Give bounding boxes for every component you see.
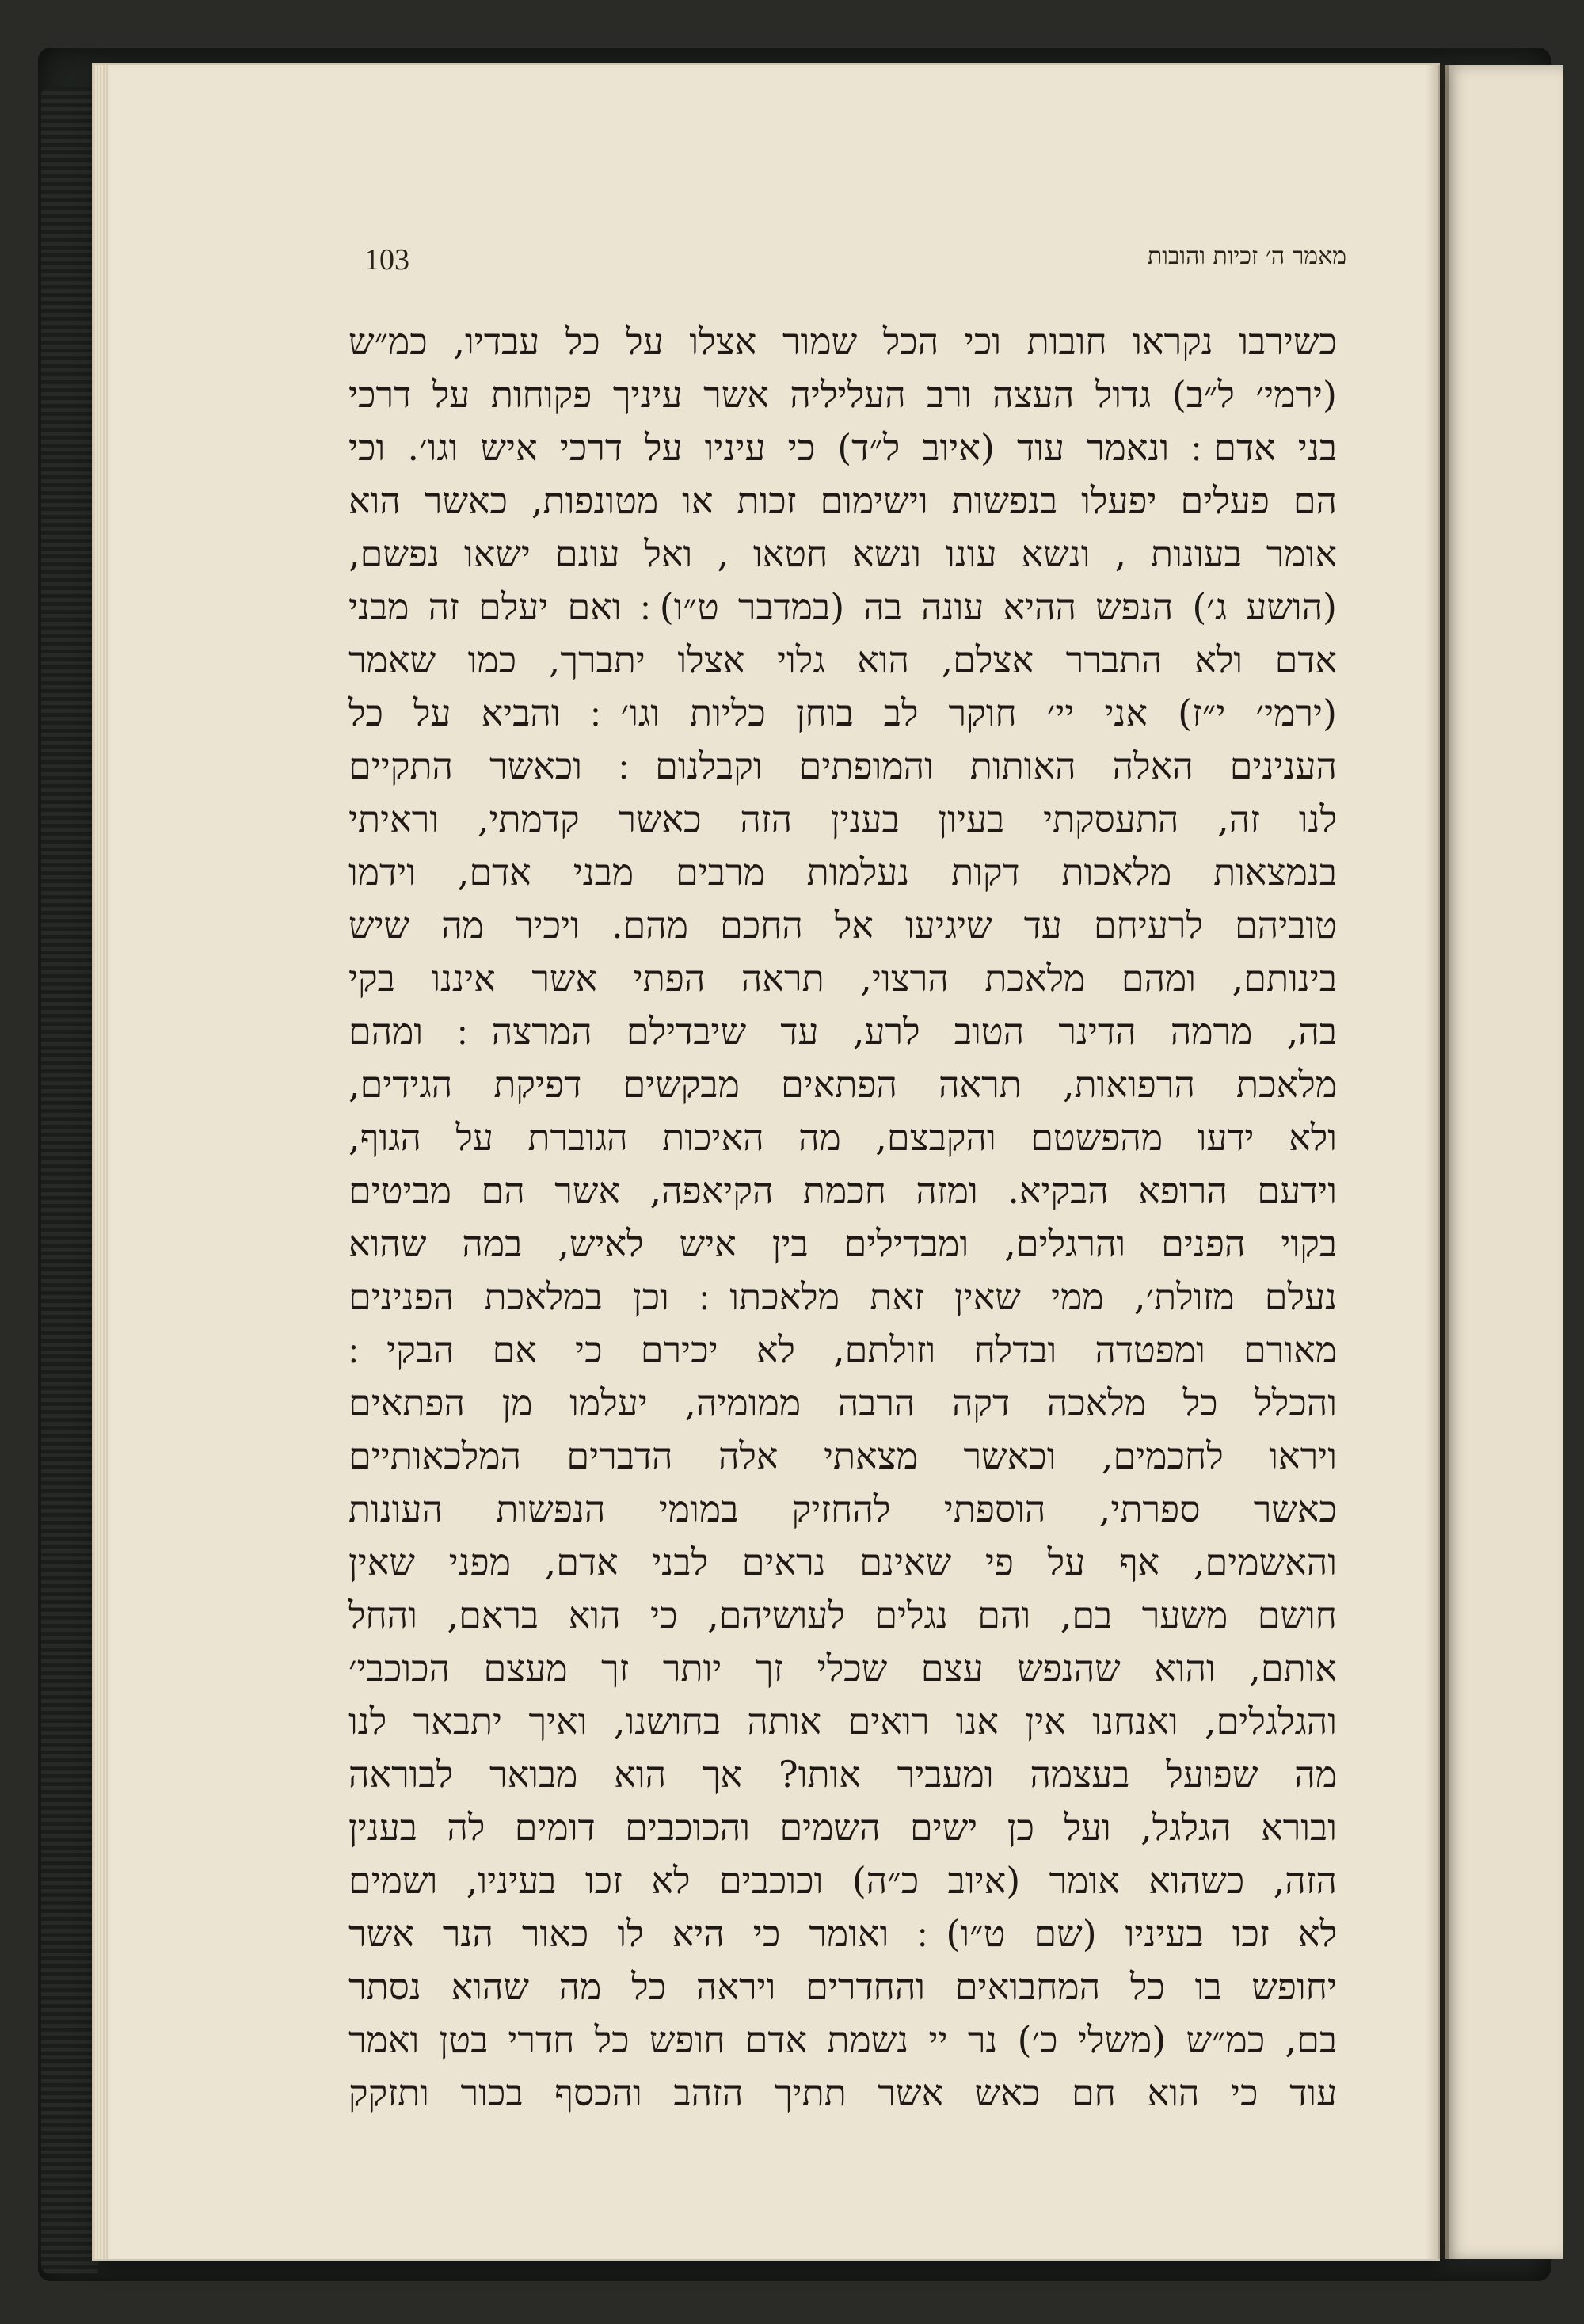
text-line: אדם ולא התברר אצלם, הוא גלוי אצלו יתברך, כמו שאמר — [348, 638, 1337, 681]
text-line: והגלגלים, ואנחנו אין אנו רואים אותה בחושנו, ואיך יתבאר לנו — [348, 1700, 1337, 1743]
text-line: הם פעלים יפעלו בנפשות וישימום זכות או מטונפות, כאשר הוא — [348, 479, 1337, 522]
text-line: בקוי הפנים והרגלים, ומבדילים בין איש לאיש, במה שהוא — [348, 1222, 1337, 1265]
text-line: מאורם ומפטדה ובדלח וזולתם, לא יכירם כי אם הבקי ׃ — [348, 1328, 1337, 1371]
text-line: והאשמים, אף על פי שאינם נראים לבני אדם, מפני שאין — [348, 1541, 1337, 1583]
body-text — [348, 315, 1337, 2120]
text-line: ובורא הגלגל, ועל כן ישים השמים והכוכבים דומים לה בענין — [348, 1806, 1337, 1849]
text-line: בם, כמ״ש (משלי כ׳) נר יי נשמת אדם חופש כל חדרי בטן ואמר — [348, 2018, 1337, 2061]
page-stack-edge — [93, 65, 109, 2259]
text-line: ולא ידעו מהפשטם והקבצם, מה האיכות הגוברת על הגוף, — [348, 1116, 1337, 1159]
text-line: (ירמי׳ י״ז) אני יי׳ חוקר לב בוחן כליות וגו׳ ׃ והביא על כל — [348, 691, 1337, 734]
text-line: והכלל כל מלאכה דקה הרבה ממומיה, יעלמו מן הפתאים — [348, 1381, 1337, 1424]
text-line: מה שפועל בעצמה ומעביר אותו? אך הוא מבואר לבוראה — [348, 1753, 1337, 1796]
text-line: הזה, כשהוא אומר (איוב כ״ה) וכוכבים לא זכו בעיניו, ושמים — [348, 1859, 1337, 1902]
text-line: עוד כי הוא חם כאש אשר תתיך הזהב והכסף בכור ותזקק — [348, 2071, 1337, 2114]
text-line: לא זכו בעיניו (שם ט״ו) ׃ ואומר כי היא לו כאור הנר אשר — [348, 1912, 1337, 1955]
text-line: לנו זה, התעסקתי בעיון בענין הזה כאשר קדמתי, וראיתי — [348, 798, 1337, 840]
text-line: כאשר ספרתי, הוספתי להחזיק במומי הנפשות העונות — [348, 1488, 1337, 1530]
text-line: בני אדם ׃ ונאמר עוד (איוב ל״ד) כי עיניו על דרכי איש וגו׳. וכי — [348, 426, 1337, 469]
running-title: מאמר ה׳ זכיות והובות — [1147, 242, 1346, 270]
text-line: יחופש בו כל המחבואים והחדרים ויראה כל מה שהוא נסתר — [348, 1965, 1337, 2008]
cover-spine-texture — [41, 87, 98, 2273]
text-line: (ירמי׳ ל״ב) גדול העצה ורב העליליה אשר עיניך פקוחות על דרכי — [348, 373, 1337, 416]
text-line: נעלם מזולת׳, ממי שאין זאת מלאכתו ׃ וכן במלאכת הפנינים — [348, 1275, 1337, 1318]
facing-page-edge — [1445, 65, 1563, 2259]
text-line: (הושע ג׳) הנפש ההיא עונה בה (במדבר ט״ו) ׃ ואם יעלם זה מבני — [348, 585, 1337, 628]
text-line: ויראו לחכמים, וכאשר מצאתי אלה הדברים המלכאותיים — [348, 1434, 1337, 1477]
text-line: בה, מרמה הדינר הטוב לרע, עד שיבדילם המרצה ׃ ומהם — [348, 1010, 1337, 1053]
text-line: בנמצאות מלאכות דקות נעלמות מרבים מבני אדם, וידמו — [348, 851, 1337, 893]
text-line: אותם, והוא שהנפש עצם שכלי זך יותר זך מעצם הכוכבי׳ — [348, 1647, 1337, 1690]
page-number: 103 — [364, 243, 409, 276]
text-line: חושם משער בם, והם נגלים לעושיהם, כי הוא בראם, והחל — [348, 1594, 1337, 1636]
text-line: בינותם, ומהם מלאכת הרצוי, תראה הפתי אשר איננו בקי — [348, 957, 1337, 1000]
text-line: אומר בעונות , ונשא עונו ונשא חטאו , ואל עונם ישאו נפשם, — [348, 532, 1337, 575]
text-line: מלאכת הרפואות, תראה הפתאים מבקשים דפיקת הגידים, — [348, 1063, 1337, 1106]
text-line: טוביהם לרעיחם עד שיגיעו אל החכם מהם. ויכיר מה שיש — [348, 904, 1337, 947]
text-line: כשירבו נקראו חובות וכי הכל שמור אצלו על כל עבדיו, כמ״ש — [348, 320, 1337, 363]
text-line: הענינים האלה האותות והמופתים וקבלנום ׃ וכאשר התקיים — [348, 745, 1337, 787]
page-gutter-shadow — [1426, 65, 1449, 2259]
text-line: וידעם הרופא הבקיא. ומזה חכמת הקיאפה, אשר הם מביטים — [348, 1169, 1337, 1212]
page-header — [364, 242, 1346, 282]
